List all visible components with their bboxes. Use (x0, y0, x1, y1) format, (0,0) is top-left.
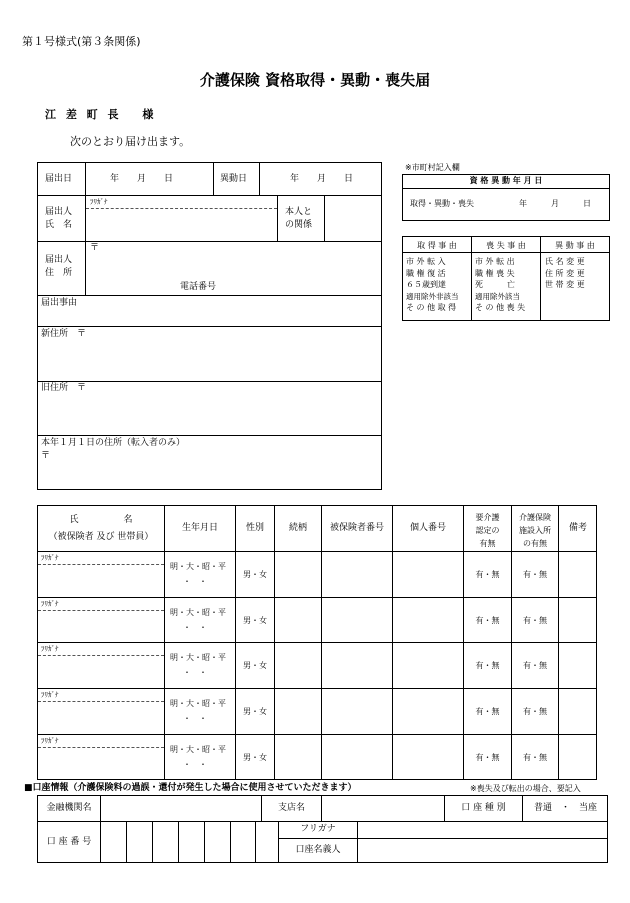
addressee: 江 差 町 長 様 (45, 108, 157, 121)
row-care: 有・無 (475, 707, 500, 716)
change-date-field[interactable]: 年 月 日 (290, 174, 354, 184)
account-holder-label: 口座名義人 (295, 845, 341, 855)
col-header-facility (512, 511, 558, 550)
office-date-row-label: 取得・異動・喪失 (410, 199, 474, 208)
address-label-2: 住 所 (45, 268, 73, 278)
address-label: 届出人 (45, 255, 73, 265)
office-note: ※市町村記入欄 (405, 163, 460, 172)
new-address-label: 新住所 〒 (41, 329, 87, 339)
relation-label-2: の関係 (285, 220, 313, 230)
row-date-dots: ・ ・ (183, 577, 207, 586)
row-era: 明・大・昭・平 (170, 608, 226, 617)
row-furigana: ﾌﾘｶﾞﾅ (41, 554, 59, 562)
intro-text: 次のとおり届け出ます。 (70, 135, 191, 148)
row-facility: 有・無 (523, 570, 547, 579)
row-furigana: ﾌﾘｶﾞﾅ (41, 691, 59, 699)
row-furigana: ﾌﾘｶﾞﾅ (41, 737, 59, 745)
row-facility: 有・無 (523, 661, 547, 670)
office-date-header: 資 格 異 動 年 月 日 (469, 176, 543, 185)
col-header-birthdate: 生年月日 (181, 523, 218, 533)
row-era: 明・大・昭・平 (170, 745, 226, 754)
row-care: 有・無 (475, 616, 500, 625)
page-title: 介護保険 資格取得・異動・喪失届 (199, 71, 431, 89)
old-address-label: 旧住所 〒 (41, 383, 87, 393)
list-item: そ の 他 取 得 (406, 303, 457, 312)
office-date-row-value: 年 月 日 (519, 199, 591, 208)
account-type-label: 口 座 種 別 (461, 803, 506, 813)
row-furigana: ﾌﾘｶﾞﾅ (41, 645, 59, 653)
col-header-personal-number: 個人番号 (409, 523, 446, 533)
change-date-label: 異動日 (220, 174, 248, 184)
row-sex: 男・女 (243, 707, 267, 716)
col-header-facility-line: 施設入所 (519, 526, 551, 535)
row-date-dots: ・ ・ (183, 760, 207, 769)
col-header-insured-number: 被保険者番号 (329, 523, 384, 533)
list-item: 氏 名 変 更 (545, 257, 585, 266)
applicant-name-label-2: 氏 名 (45, 220, 73, 230)
bank-note: ※喪失及び転出の場合、要記入 (470, 784, 581, 793)
col-header-facility-line: の有無 (523, 539, 547, 548)
col-header-care-cert-line: 要介護 (475, 513, 500, 522)
row-era: 明・大・昭・平 (170, 562, 226, 571)
list-item: 住 所 変 更 (545, 268, 585, 278)
applicant-name-label: 届出人 (45, 207, 73, 217)
form-number: 第１号様式(第３条関係) (22, 35, 141, 48)
list-item: 世 帯 変 更 (545, 280, 585, 289)
institution-label: 金融機関名 (46, 803, 92, 813)
list-item: そ の 他 喪 失 (475, 303, 526, 312)
change-reason-header: 異 動 事 由 (555, 241, 595, 250)
row-care: 有・無 (475, 570, 500, 579)
col-header-care-cert-line: 有無 (479, 539, 496, 548)
account-number-label: 口 座 番 号 (46, 837, 92, 847)
list-item: 適用除外非該当 (406, 291, 459, 301)
jan1-postal-mark: 〒 (41, 451, 51, 461)
row-date-dots: ・ ・ (183, 623, 207, 632)
phone-label: 電話番号 (180, 282, 217, 292)
col-header-name-sub: （被保険者 及び 世帯員） (48, 532, 154, 542)
postal-mark: 〒 (90, 243, 100, 253)
row-era: 明・大・昭・平 (170, 699, 226, 708)
relation-label: 本人と (285, 207, 313, 217)
row-sex: 男・女 (243, 616, 267, 625)
col-header-care-cert (464, 511, 511, 550)
col-header-sex: 性別 (245, 523, 264, 533)
row-facility: 有・無 (523, 616, 547, 625)
row-facility: 有・無 (523, 753, 547, 762)
account-type-options[interactable]: 普通 ・ 当座 (533, 803, 597, 813)
col-header-remarks: 備考 (568, 523, 587, 533)
bank-heading: ■口座情報（介護保険料の過誤・還付が発生した場合に使用させていただきます） (24, 783, 357, 793)
row-care: 有・無 (475, 661, 500, 670)
jan1-address-label: 本年１月１日の住所（転入者のみ） (41, 438, 186, 448)
col-header-care-cert-line: 認定の (475, 526, 500, 535)
date-label: 届出日 (45, 174, 73, 184)
row-care: 有・無 (475, 753, 500, 762)
row-sex: 男・女 (243, 661, 267, 670)
furigana-label: ﾌﾘｶﾞﾅ (90, 198, 108, 206)
loss-reason-header: 喪 失 事 由 (486, 241, 526, 250)
list-item: ６５歳到達 (406, 280, 446, 289)
loss-reason-list (475, 256, 525, 314)
holder-furigana-label: フリガナ (300, 824, 336, 834)
list-item: 市 外 転 出 (475, 257, 515, 266)
date-field[interactable]: 年 月 日 (110, 174, 174, 184)
row-furigana: ﾌﾘｶﾞﾅ (41, 600, 59, 608)
change-reason-list (545, 256, 585, 291)
col-header-relation: 続柄 (288, 523, 307, 533)
row-sex: 男・女 (243, 570, 267, 579)
row-date-dots: ・ ・ (183, 668, 207, 677)
list-item: 職 権 復 活 (406, 268, 446, 278)
reason-label: 届出事由 (41, 298, 78, 308)
row-sex: 男・女 (243, 753, 267, 762)
col-header-name: 氏 名 (69, 515, 133, 525)
list-item: 死 亡 (475, 280, 515, 289)
col-header-facility-line: 介護保険 (519, 513, 551, 522)
list-item: 市 外 転 入 (406, 257, 446, 266)
row-date-dots: ・ ・ (183, 714, 207, 723)
row-facility: 有・無 (523, 707, 547, 716)
list-item: 適用除外該当 (475, 291, 520, 301)
branch-label: 支店名 (277, 803, 305, 813)
acquisition-reason-list (406, 256, 459, 314)
list-item: 職 権 喪 失 (475, 268, 515, 278)
row-era: 明・大・昭・平 (170, 653, 226, 662)
acquisition-reason-header: 取 得 事 由 (417, 241, 457, 250)
